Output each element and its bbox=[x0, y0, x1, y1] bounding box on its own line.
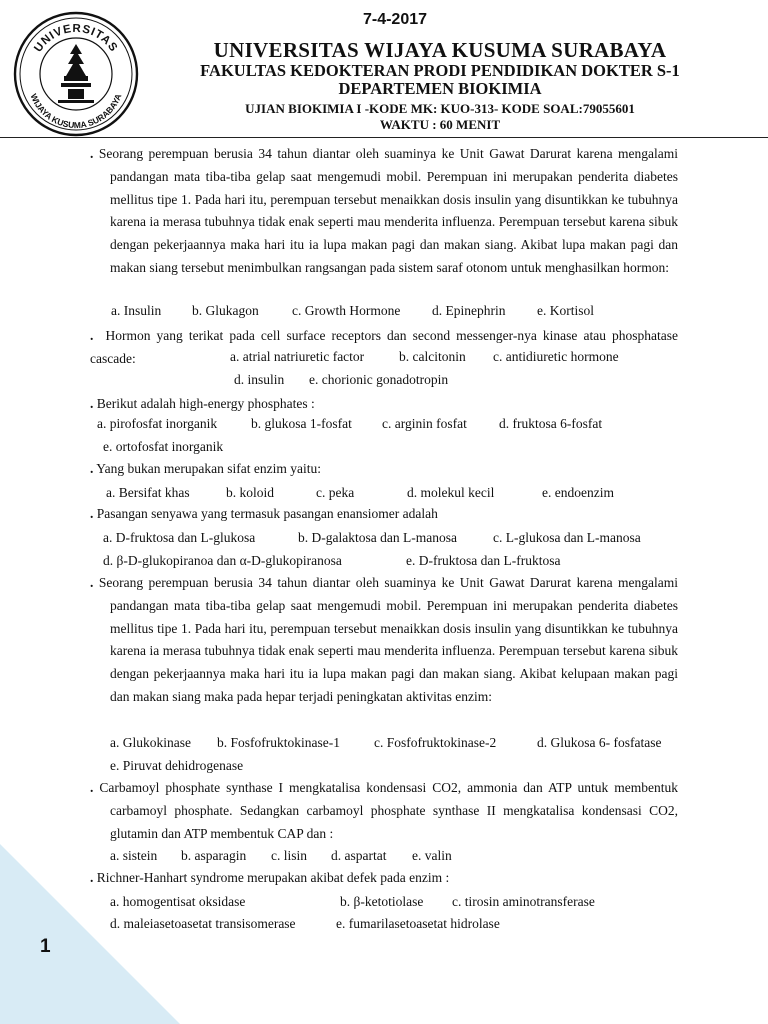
question-bullet: . bbox=[90, 328, 94, 343]
question-bullet: . bbox=[90, 396, 94, 411]
option-a[interactable]: a. sistein bbox=[110, 848, 158, 863]
option-b[interactable]: b. Fosfofruktokinase-1 bbox=[217, 735, 340, 750]
question-text: Richner-Hanhart syndrome merupakan akibat defek pada enzim : bbox=[96, 870, 450, 885]
option-e[interactable]: e. endoenzim bbox=[542, 485, 614, 500]
option-c[interactable]: c. Growth Hormone bbox=[292, 303, 401, 318]
option-a[interactable]: a. homogentisat oksidase bbox=[110, 894, 246, 909]
exam-duration: WAKTU : 60 MENIT bbox=[379, 117, 501, 132]
question-5-options bbox=[0, 529, 768, 569]
option-e[interactable]: e. fumarilasetoasetat hidrolase bbox=[336, 916, 500, 931]
question-bullet: . bbox=[90, 780, 94, 795]
option-e[interactable]: e. D-fruktosa dan L-fruktosa bbox=[406, 553, 561, 568]
question-text: Hormon yang terikat pada cell surface receptors dan second messenger-nya kinase atau phosphatase cascade: bbox=[90, 328, 679, 366]
option-b[interactable]: b. β-ketotiolase bbox=[340, 894, 424, 909]
university-name: UNIVERSITAS WIJAYA KUSUMA SURABAYA bbox=[213, 38, 667, 62]
question-5 bbox=[90, 503, 678, 526]
question-2-options bbox=[0, 348, 768, 388]
seal-top-text: UNIVERSITAS bbox=[32, 22, 120, 55]
option-d[interactable]: d. molekul kecil bbox=[407, 485, 495, 500]
option-a[interactable]: a. Insulin bbox=[111, 303, 162, 318]
question-text: Berikut adalah high-energy phosphates : bbox=[96, 396, 315, 411]
page-number: 1 bbox=[40, 936, 51, 957]
option-d[interactable]: d. insulin bbox=[234, 372, 285, 387]
option-b[interactable]: b. koloid bbox=[226, 485, 275, 500]
option-d[interactable]: d. aspartat bbox=[331, 848, 387, 863]
question-8-options bbox=[0, 893, 768, 933]
question-4-options bbox=[0, 484, 768, 504]
option-c[interactable]: c. peka bbox=[316, 485, 355, 500]
question-3-options bbox=[0, 415, 768, 455]
option-c[interactable]: c. tirosin aminotransferase bbox=[452, 894, 595, 909]
option-a[interactable]: a. Bersifat khas bbox=[106, 485, 190, 500]
exam-code: UJIAN BIOKIMIA I -KODE MK: KUO-313- KODE SOAL:79055601 bbox=[245, 101, 635, 116]
question-text: Seorang perempuan berusia 34 tahun diantar oleh suaminya ke Unit Gawat Darurat karena mengalami pandangan mata tiba-tiba gelap saat mengemudi mobil. Perempuan ini merupakan penderita diabetes mellitus tipe 1. Pada hari itu, perempuan tersebut menaikkan dosis insulin yang disuntikkan ke tubuhnya karena ia merasa tubuhnya tidak enak seperti mau menderita influenza. Perempuan tersebut karena sibuk dengan pekerjaannya maka hari itu ia lupa makan pagi dan makan siang. Akibat lupa makan pagi dan makan siang tersebut menimbulkan rangsangan pada sistem saraf otonom untuk menghasilkan hormon: bbox=[98, 146, 678, 275]
question-7 bbox=[90, 777, 678, 845]
department-name: DEPARTEMEN BIOKIMIA bbox=[338, 79, 542, 98]
question-bullet: . bbox=[90, 575, 94, 590]
option-e[interactable]: e. valin bbox=[412, 848, 452, 863]
question-1 bbox=[90, 143, 678, 280]
option-c[interactable]: c. L-glukosa dan L-manosa bbox=[493, 530, 641, 545]
option-c[interactable]: c. Fosfofruktokinase-2 bbox=[374, 735, 497, 750]
option-d[interactable]: d. Epinephrin bbox=[432, 303, 506, 318]
option-e[interactable]: e. chorionic gonadotropin bbox=[309, 372, 449, 387]
option-c[interactable]: c. antidiuretic hormone bbox=[493, 349, 619, 364]
university-seal-logo bbox=[12, 10, 140, 138]
exam-date: 7-4-2017 bbox=[362, 11, 428, 28]
option-a[interactable]: a. Glukokinase bbox=[110, 735, 191, 750]
question-1-options bbox=[0, 302, 768, 322]
option-a[interactable]: a. atrial natriuretic factor bbox=[230, 349, 365, 364]
header-divider bbox=[0, 137, 768, 138]
question-text: Pasangan senyawa yang termasuk pasangan enansiomer adalah bbox=[96, 506, 438, 521]
option-b[interactable]: b. calcitonin bbox=[399, 349, 466, 364]
question-bullet: . bbox=[90, 146, 94, 161]
question-7-options bbox=[0, 847, 768, 867]
question-bullet: . bbox=[90, 461, 94, 476]
option-b[interactable]: b. asparagin bbox=[181, 848, 247, 863]
faculty-name: FAKULTAS KEDOKTERAN PRODI PENDIDIKAN DOKTER S-1 bbox=[200, 61, 680, 80]
option-e[interactable]: e. Kortisol bbox=[537, 303, 594, 318]
option-a[interactable]: a. D-fruktosa dan L-glukosa bbox=[103, 530, 256, 545]
option-d[interactable]: d. Glukosa 6- fosfatase bbox=[537, 735, 662, 750]
option-e[interactable]: e. ortofosfat inorganik bbox=[103, 439, 224, 454]
question-bullet: . bbox=[90, 506, 94, 521]
question-text: Yang bukan merupakan sifat enzim yaitu: bbox=[96, 461, 321, 476]
question-3 bbox=[90, 393, 678, 416]
question-6-options bbox=[0, 734, 768, 774]
option-b[interactable]: b. glukosa 1-fosfat bbox=[251, 416, 352, 431]
question-text: Carbamoyl phosphate synthase I mengkatalisa kondensasi CO2, ammonia dan ATP untuk membentuk carbamoyl phosphate. Sedangkan carbamoyl phosphate synthase II mengkatalisa kondensasi CO2, glutamin dan ATP membentuk CAP dan : bbox=[99, 780, 678, 841]
option-d[interactable]: d. maleiasetoasetat transisomerase bbox=[110, 916, 296, 931]
option-a[interactable]: a. pirofosfat inorganik bbox=[97, 416, 218, 431]
seal-bottom-text: WIJAYA KUSUMA SURABAYA bbox=[28, 92, 124, 131]
option-e[interactable]: e. Piruvat dehidrogenase bbox=[110, 758, 244, 773]
question-8 bbox=[90, 867, 678, 890]
question-4 bbox=[90, 458, 678, 481]
question-6 bbox=[90, 572, 678, 709]
question-bullet: . bbox=[90, 870, 94, 885]
option-d[interactable]: d. fruktosa 6-fosfat bbox=[499, 416, 603, 431]
question-text: Seorang perempuan berusia 34 tahun diantar oleh suaminya ke Unit Gawat Darurat karena mengalami pandangan mata tiba-tiba gelap saat mengemudi mobil. Perempuan ini merupakan penderita diabetes mellitus tipe 1. Pada hari itu, perempuan tersebut menaikkan dosis insulin yang disuntikkan ke tubuhnya karena ia merasa tubuhnya tidak enak seperti mau menderita influenza. Perempuan tersebut karena sibuk dengan pekerjaannya maka hari itu ia lupa makan pagi dan makan siang. Akibat kelupaan makan pagi dan makan siang maka pada hepar terjadi peningkatan aktivitas enzim: bbox=[98, 575, 678, 704]
option-b[interactable]: b. D-galaktosa dan L-manosa bbox=[298, 530, 457, 545]
option-d[interactable]: d. β-D-glukopiranoa dan α-D-glukopiranosa bbox=[103, 553, 342, 568]
option-b[interactable]: b. Glukagon bbox=[192, 303, 259, 318]
option-c[interactable]: c. lisin bbox=[271, 848, 307, 863]
option-c[interactable]: c. arginin fosfat bbox=[382, 416, 467, 431]
